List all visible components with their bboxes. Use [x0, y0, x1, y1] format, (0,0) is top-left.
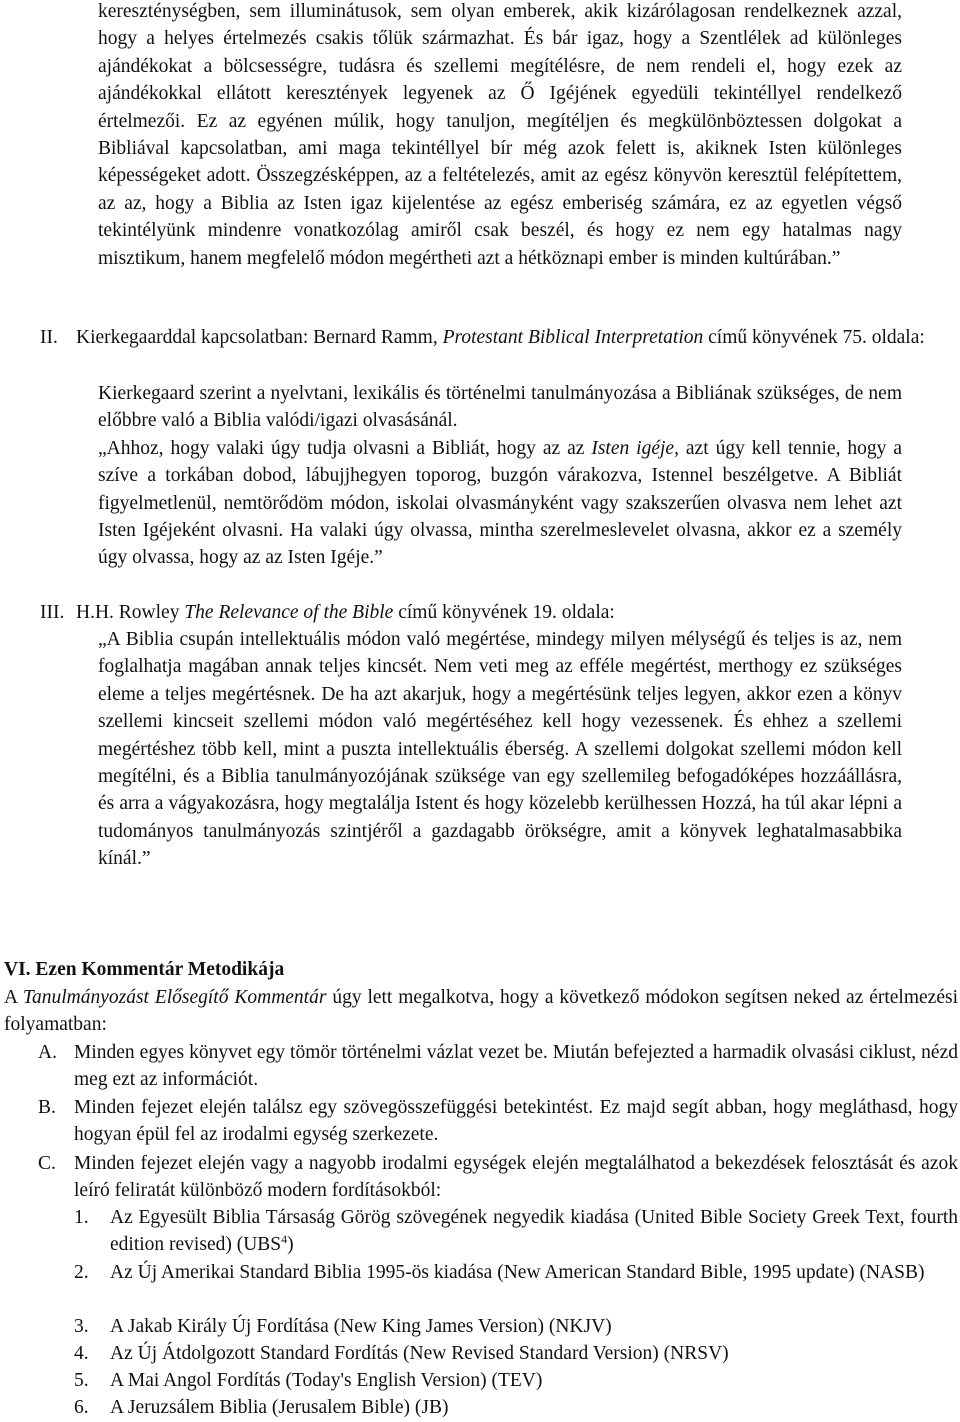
- list-item: [38, 1039, 958, 1094]
- list-text: Minden fejezet elején vagy a nagyobb irodalmi egységek elején megtalálhatod a bekezdések felosztását és azok leíró feliratát különböző modern fordításokból:: [74, 1153, 958, 1202]
- translation-text: A Mai Angol Fordítás (Today's English Version) (TEV): [110, 1370, 543, 1391]
- translation-number: 2.: [74, 1262, 89, 1283]
- item-number: III.: [40, 602, 65, 623]
- list-label: B.: [38, 1097, 56, 1118]
- book-title: The Relevance of the Bible: [184, 602, 394, 623]
- translation-item: [74, 1259, 958, 1286]
- section-intro: A Tanulmányozást Elősegítő Kommentár úgy lett megalkotva, hogy a következő módokon segítsen neked az értelmezési folyamatban:: [4, 987, 958, 1036]
- translation-item: [74, 1340, 958, 1367]
- translation-number: 6.: [74, 1397, 89, 1418]
- translation-number: 1.: [74, 1207, 89, 1228]
- translation-number: 4.: [74, 1343, 89, 1364]
- book-title: Protestant Biblical Interpretation: [442, 327, 704, 348]
- list-label: A.: [38, 1042, 57, 1063]
- reference-item-iii: [40, 599, 960, 626]
- translation-text: Az Egyesült Biblia Társaság Görög szövegének negyedik kiadása (United Bible Society Greek Text, fourth edition revised) (UBS$^4$): [110, 1207, 958, 1256]
- translation-text: Az Új Amerikai Standard Biblia 1995-ös kiadása (New American Standard Bible, 1995 update) (NASB): [110, 1262, 925, 1283]
- list-text: Minden fejezet elején találsz egy szövegösszefüggési betekintést. Ez majd segít abban, hogy megláthasd, hogy hogyan épül fel az irodalmi egység szerkezete.: [74, 1097, 958, 1146]
- translation-text: A Jeruzsálem Biblia (Jerusalem Bible) (JB): [110, 1397, 449, 1418]
- translation-item: [74, 1313, 958, 1340]
- translation-item: [74, 1204, 958, 1259]
- reference-citation: H.H. Rowley The Relevance of the Bible című könyvének 19. oldala:: [76, 602, 615, 623]
- quote-paragraph: „Ahhoz, hogy valaki úgy tudja olvasni a Bibliát, hogy az az Isten igéje, azt úgy kell tennie, hogy a szíve a torkában dobod, lábujjhegyen toporog, buzgón várakozva, Istennel beszélgetve. A Bibliát figyelmetlenül, nemtörődöm módon, iskolai olvasmányként vagy szakszerűen olvasva nem lehet azt Isten Igéjeként olvasni. Ha valaki úgy olvassa, mintha szerelmeslevelet olvasna, akkor ez a személy úgy olvassa, hogy az az Isten Igéje.”: [98, 437, 903, 569]
- translation-item: [74, 1394, 958, 1421]
- translation-number: 3.: [74, 1316, 89, 1337]
- commentary-title: Tanulmányozást Elősegítő Kommentár: [22, 987, 327, 1008]
- translation-text: Az Új Átdolgozott Standard Fordítás (New Revised Standard Version) (NRSV): [110, 1343, 729, 1364]
- list-text: Minden egyes könyvet egy tömör történelmi vázlat vezet be. Miután befejezted a harmadik olvasási ciklust, nézd meg ezt az információt.: [74, 1042, 958, 1091]
- paragraph-continuation: kereszténységben, sem illuminátusok, sem olyan emberek, akik kizárólagosan rendelkeznek azzal, hogy a helyes értelmezés csakis tőlük származhat. És bár igaz, hogy a Szentlélek ad különleges ajándékokat a bölcsességre, tudásra és szellemi megítélésre, de nem rendeli el, hogy ezek az ajándékokkal ellátott keresztények legyenek az Ő Igéjének egyedüli tekintéllyel rendelkező értelmezői. Ez az egyénen múlik, hogy tanuljon, megítéljen és megkülönböztessen dolgokat a Bibliával kapcsolatban, ami maga tekintéllyel bír még azok felett is, akiknek Isten különleges képességeket adott. Összegzésképpen, az a feltételezés, amit az egész könyvön keresztül felépítettem, az az, hogy a Biblia az Isten igaz kijelentése az egész emberiség számára, ez az egyetlen végső tekintélyünk mindenre vonatkozólag amiről csak beszél, és hogy ez nem egy hatalmas nagy misztikum, hanem megfelelő módon megértheti azt a hétköznapi ember is minden kultúrában.”: [98, 1, 902, 269]
- list-item: [38, 1094, 958, 1149]
- list-label: C.: [38, 1153, 56, 1174]
- translation-number: 5.: [74, 1370, 89, 1391]
- translation-text: A Jakab Király Új Fordítása (New King James Version) (NKJV): [110, 1316, 612, 1337]
- item-number: II.: [40, 327, 58, 348]
- quote-paragraph: Kierkegaard szerint a nyelvtani, lexikális és történelmi tanulmányozása a Bibliának szükséges, de nem előbbre való a Biblia valódi/igazi olvasásánál.: [98, 383, 902, 432]
- translation-item: [74, 1367, 958, 1394]
- quote-rowley: „A Biblia csupán intellektuális módon való megértése, mindegy milyen mélységű és teljes is az, nem foglalhatja magában annak teljes kincsét. Nem veti meg az efféle megértést, merthogy ez szükséges eleme a teljes megértésnek. De ha azt akarjuk, hogy a megértésünk teljes legyen, akkor ezen a könyv szellemi kincseit szellemi módon való megértéséhez kell hogy vezessenek. És ehhez a szellemi megértéshez több kell, mint a puszta intellektuális éberség. A szellemi dolgokat szellemi módon kell megítélni, és a Biblia tanulmányozójának szüksége van egy szellemileg befogadóképes hozzáállásra, és arra a vágyakozásra, hogy megtalálja Istent és hogy közelebb kerülhessen Hozzá, ha túl akar lépni a tudományos tanulmányozás szintjéről a gazdagabb örökségre, amit a könyvek leghatalmasabbika kínál.”: [98, 629, 902, 870]
- reference-citation: Kierkegaarddal kapcsolatban: Bernard Ramm, Protestant Biblical Interpretation című könyvének 75. oldala:: [76, 327, 925, 348]
- reference-item-ii: [40, 324, 960, 351]
- section-heading: VI. Ezen Kommentár Metodikája: [4, 959, 285, 980]
- list-item: [38, 1150, 958, 1205]
- quote-kierkegaard: [98, 380, 902, 572]
- superscript: 4: [281, 1232, 288, 1247]
